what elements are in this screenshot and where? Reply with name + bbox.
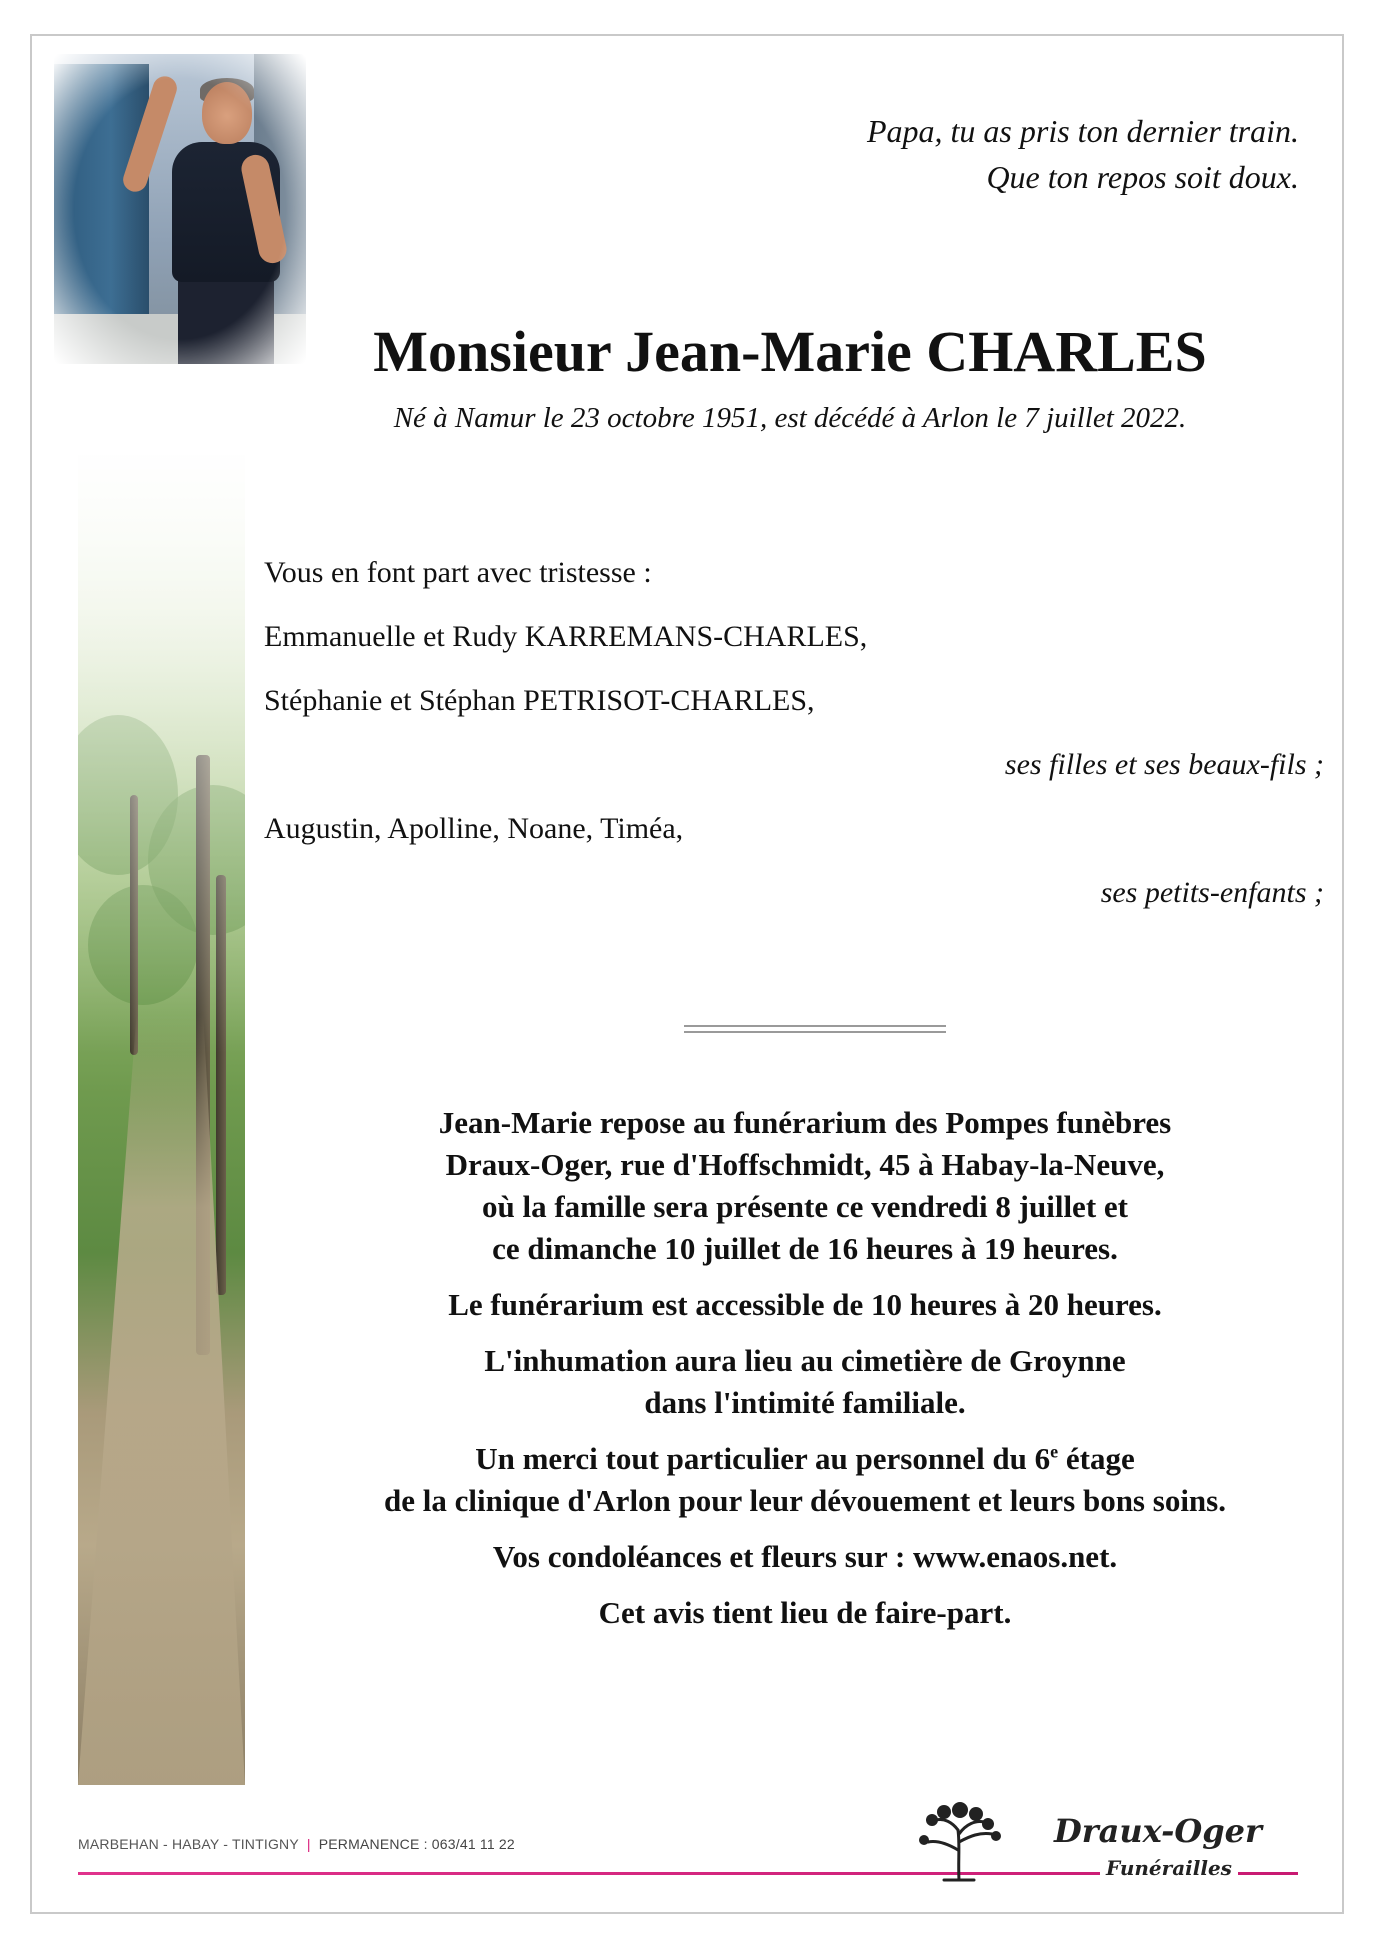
info-line: Un merci tout particulier au personnel du 6e étage (475, 1441, 1135, 1476)
deceased-name: Monsieur Jean-Marie CHARLES (373, 319, 1207, 384)
info-line: dans l'intimité familiale. (644, 1385, 966, 1420)
family-intro: Vous en font part avec tristesse : (264, 556, 652, 589)
thanks-paragraph (260, 1438, 1350, 1522)
brand-subtitle: Funérailles (1100, 1856, 1238, 1880)
info-line: Draux-Oger, rue d'Hoffschmidt, 45 à Habay-la-Neuve, (445, 1147, 1165, 1182)
footer-contact (78, 1836, 515, 1852)
family-member: Augustin, Apolline, Noane, Timéa, (264, 812, 684, 845)
family-member: Stéphanie et Stéphan PETRISOT-CHARLES, (264, 684, 815, 717)
epigraph (599, 108, 1299, 200)
footer-locations: MARBEHAN - HABAY - TINTIGNY (78, 1836, 299, 1852)
birth-death-dates: Né à Namur le 23 octobre 1951, est décédé à Arlon le 7 juillet 2022. (393, 402, 1187, 434)
info-line: Jean-Marie repose au funérarium des Pompes funèbres (438, 1105, 1172, 1140)
info-line: L'inhumation aura lieu au cimetière de Groynne (484, 1343, 1126, 1378)
brand-name: Draux-Oger (1054, 1812, 1262, 1850)
hours-paragraph (260, 1284, 1350, 1326)
info-line: Le funérarium est accessible de 10 heures à 20 heures. (448, 1287, 1162, 1322)
portrait-photo (54, 54, 306, 364)
info-line: ce dimanche 10 juillet de 16 heures à 19 heures. (492, 1231, 1118, 1266)
epigraph-line: Papa, tu as pris ton dernier train. (866, 113, 1299, 149)
family-announcement (264, 548, 1324, 932)
section-divider (684, 1025, 946, 1037)
footer-permanence: PERMANENCE : 063/41 11 22 (318, 1836, 515, 1852)
tree-logo-icon (914, 1800, 1004, 1884)
family-relation: ses filles et ses beaux-fils ; (1004, 748, 1324, 781)
funeral-information (260, 1102, 1350, 1648)
burial-paragraph (260, 1340, 1350, 1424)
info-line: Vos condoléances et fleurs sur : www.enaos.net. (492, 1539, 1118, 1574)
forest-path-image (78, 455, 245, 1785)
notice-paragraph (260, 1592, 1350, 1634)
info-line: Cet avis tient lieu de faire-part. (598, 1595, 1012, 1630)
info-line: où la famille sera présente ce vendredi 8 juillet et (482, 1189, 1128, 1224)
epigraph-line: Que ton repos soit doux. (986, 159, 1299, 195)
condolences-paragraph (260, 1536, 1350, 1578)
footer-separator: | (306, 1836, 311, 1852)
visitation-paragraph (260, 1102, 1350, 1270)
family-member: Emmanuelle et Rudy KARREMANS-CHARLES, (264, 620, 868, 653)
info-line: de la clinique d'Arlon pour leur dévouement et leurs bons soins. (384, 1483, 1226, 1518)
family-relation: ses petits-enfants ; (1100, 876, 1324, 909)
